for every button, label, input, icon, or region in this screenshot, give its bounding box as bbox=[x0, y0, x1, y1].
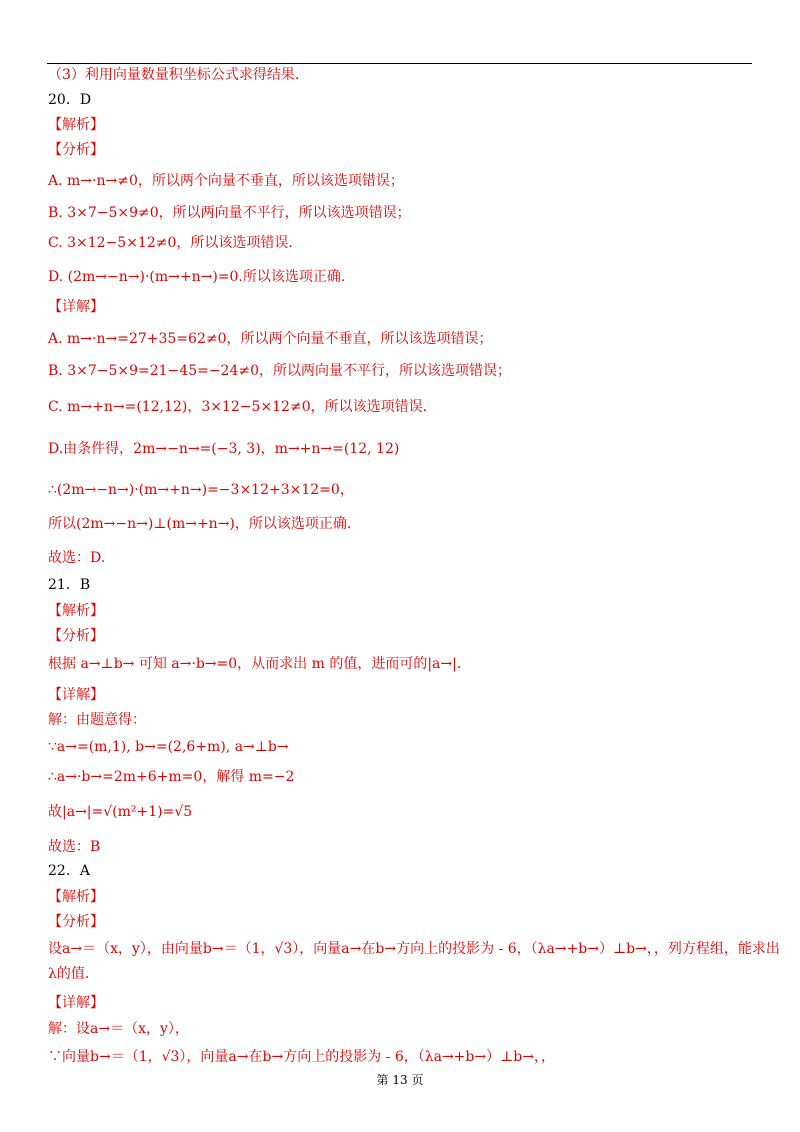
text-line: D. (2m→−n→)·(m→+n→)=0.所以该选项正确. bbox=[48, 269, 346, 285]
text-line: 设a→＝（x，y），由向量b→＝（1，√3），向量a→在b→方向上的投影为 - 6，（λa→+b→）⊥b→，，列方程组，能求出 bbox=[48, 941, 780, 957]
text-line: 【详解】 bbox=[48, 687, 104, 703]
page-number: 第 13 页 bbox=[376, 1073, 424, 1087]
text-line: 【详解】 bbox=[48, 299, 104, 315]
text-line: 故|a→|=√(m²+1)=√5 bbox=[48, 804, 193, 820]
text-line: ∵向量b→＝（1，√3），向量a→在b→方向上的投影为 - 6，（λa→+b→）⊥b→，， bbox=[48, 1049, 555, 1065]
text-line: 22．A bbox=[48, 863, 90, 879]
text-line: A. m→·n→≠0，所以两个向量不垂直，所以该选项错误； bbox=[48, 173, 404, 189]
text-line: 【分析】 bbox=[48, 914, 104, 930]
text-line: D.由条件得，2m→−n→=(−3, 3)，m→+n→=(12, 12) bbox=[48, 441, 400, 457]
text-line: B. 3×7−5×9≠0，所以两向量不平行，所以该选项错误； bbox=[48, 205, 411, 221]
text-line: （3）利用向量数量积坐标公式求得结果. bbox=[48, 67, 300, 83]
text-line: 【解析】 bbox=[48, 603, 104, 619]
text-line: 20．D bbox=[48, 92, 92, 108]
text-line: C. 3×12−5×12≠0，所以该选项错误. bbox=[48, 235, 293, 251]
text-line: A. m→·n→=27+35=62≠0，所以两个向量不垂直，所以该选项错误； bbox=[48, 331, 493, 347]
header-rule bbox=[47, 63, 752, 64]
text-line: 所以(2m→−n→)⊥(m→+n→)，所以该选项正确. bbox=[48, 516, 352, 532]
text-line: 解：设a→＝（x，y）， bbox=[48, 1021, 189, 1037]
text-line: ∴a→·b→=2m+6+m=0，解得 m=−2 bbox=[48, 769, 295, 785]
text-line: 故选：B bbox=[48, 839, 101, 855]
text-line: B. 3×7−5×9=21−45=−24≠0，所以两向量不平行，所以该选项错误； bbox=[48, 363, 512, 379]
text-line: C. m→+n→=(12,12)，3×12−5×12≠0，所以该选项错误. bbox=[48, 399, 428, 415]
text-line: 解：由题意得： bbox=[48, 712, 146, 728]
text-line: ∵a→=(m,1), b→=(2,6+m), a→⊥b→ bbox=[48, 739, 289, 755]
text-line: 故选：D. bbox=[48, 550, 106, 566]
text-line: 【详解】 bbox=[48, 995, 104, 1011]
text-line: λ的值. bbox=[48, 966, 90, 982]
text-line: 【解析】 bbox=[48, 117, 104, 133]
text-line: 【分析】 bbox=[48, 142, 104, 158]
text-line: 根据 a→⊥b→ 可知 a→·b→=0，从而求出 m 的值，进而可的|a→|. bbox=[48, 656, 462, 672]
text-line: ∴(2m→−n→)·(m→+n→)=−3×12+3×12=0， bbox=[48, 482, 354, 498]
text-line: 【分析】 bbox=[48, 628, 104, 644]
text-line: 21．B bbox=[48, 577, 91, 593]
text-line: 【解析】 bbox=[48, 889, 104, 905]
